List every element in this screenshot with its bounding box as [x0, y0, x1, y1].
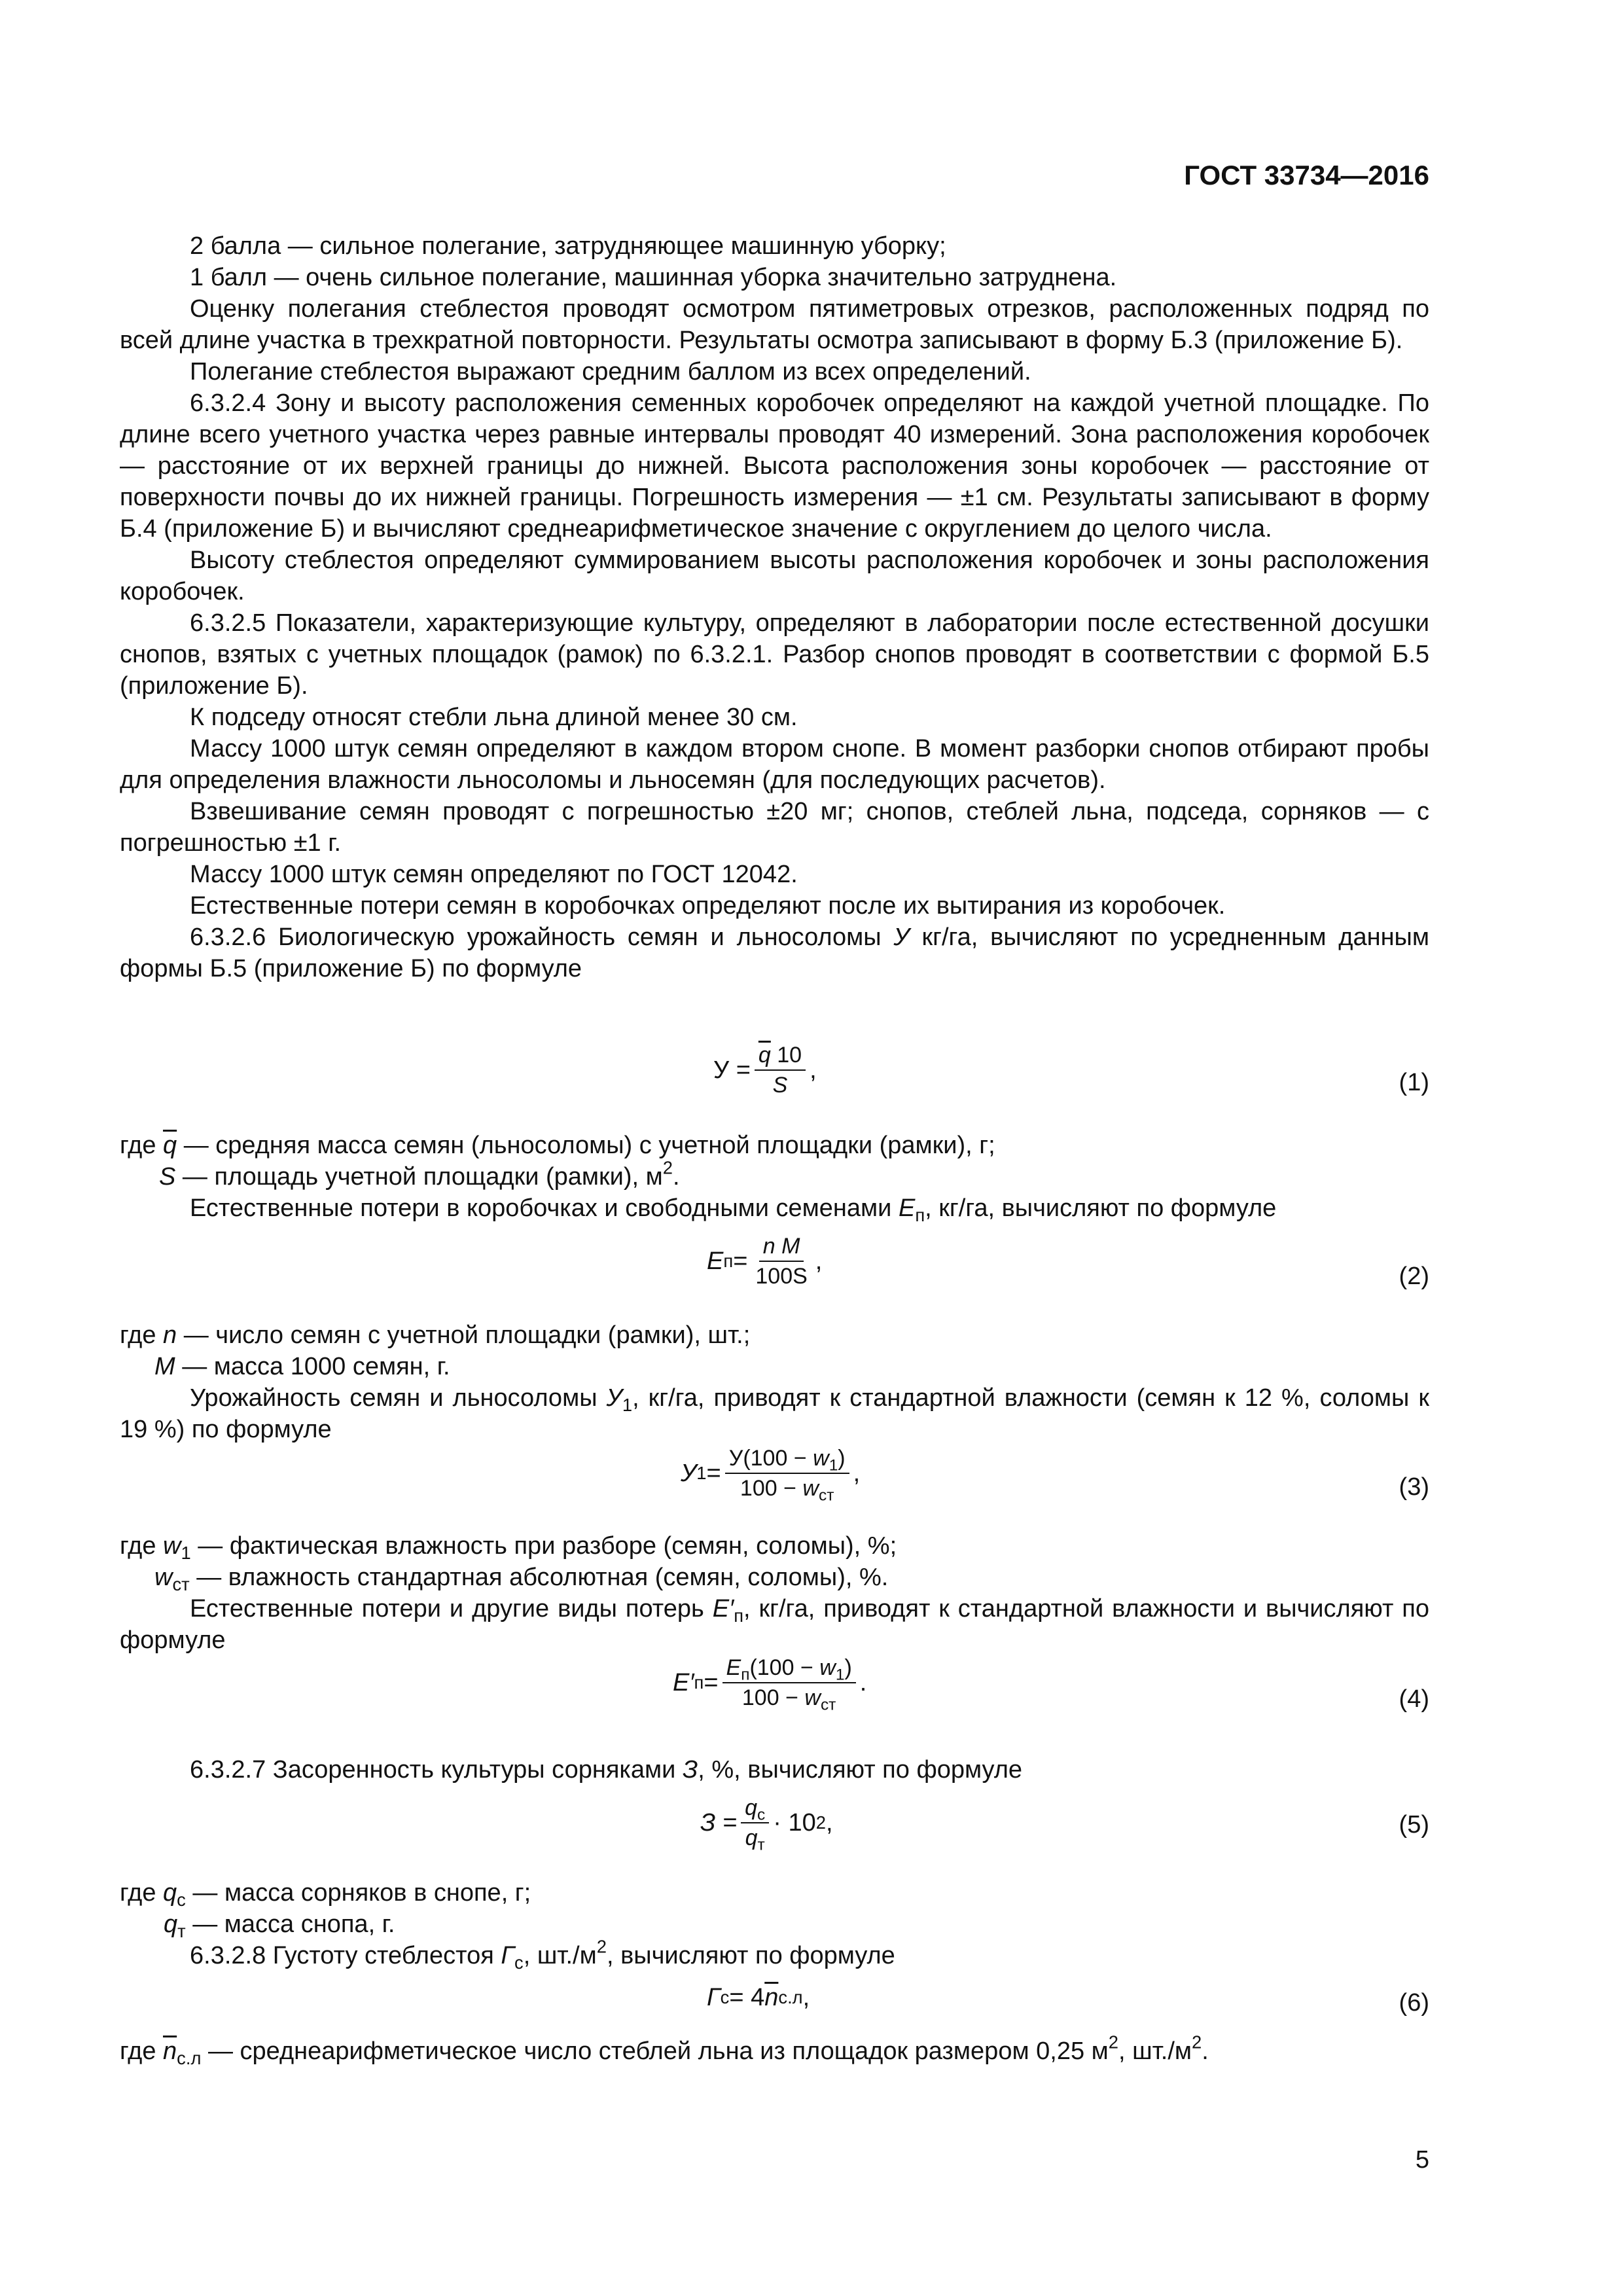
text-block-6 [120, 1936, 1429, 1973]
where-line: S — площадь учетной площадки (рамки), $м^2$. [159, 1157, 680, 1191]
paragraph-6-3-2-6: 6.3.2.6 Биологическую урожайность семян и льносоломы У кг/га, вычисляют по усредненным данным формы Б.5 (приложение Б) по формуле [120, 924, 1429, 982]
where-line: где $\overline{n}_{с.л}$ — среднеарифметическое число стеблей льна из площадок размером 0,25 $м^2$, $шт./м^2$. [120, 2032, 1209, 2069]
paragraph: Естественные потери в коробочках и свободными семенами $E_п$, кг/га, вычисляют по формуле [190, 1194, 1277, 1226]
paragraph: Высоту стеблестоя определяют суммированием высоты расположения коробочек и зоны расположения коробочек. [120, 547, 1429, 605]
formula-2: E п = $\frac{\text{n M}}{100S}$ , [707, 1232, 822, 1291]
where-line: $w_{ст}$ — влажность стандартная абсолютная (семян, соломы), %. [154, 1564, 889, 1595]
paragraph: Взвешивание семян проводят с погрешностью ±20 мг; снопов, стеблей льна, подседа, сорняков — с погрешностью ±1 г. [120, 798, 1429, 857]
paragraph: Полегание стеблестоя выражают средним баллом из всех определений. [190, 358, 1031, 386]
paragraph: К подседу относят стебли льна длиной менее 30 см. [190, 704, 798, 731]
text-block-5 [120, 1754, 1429, 1785]
document-id-header: ГОСТ 33734—2016 [1184, 160, 1429, 190]
equation-number-3: (3) [1399, 1473, 1429, 1501]
paragraph: Массу 1000 штук семян определяют в каждом втором снопе. В момент разборки снопов отбирают пробы для определения влажности льносоломы и льносемян (для последующих расчетов). [120, 735, 1429, 794]
text-block-1 [120, 230, 1429, 984]
equation-number-2: (2) [1399, 1263, 1429, 1290]
paragraph: Массу 1000 штук семян определяют по ГОСТ 12042. [190, 861, 798, 888]
where-line: M — масса 1000 семян, г. [154, 1353, 450, 1380]
text-block-2 [120, 1193, 1429, 1224]
text-block-4 [120, 1593, 1429, 1656]
paragraph-6-3-2-8: 6.3.2.8 Густоту стеблестоя $Г_с$, $шт./м^2$, вычисляют по формуле [190, 1936, 895, 1973]
paragraph: Естественные потери и другие виды потерь $E'_п$, кг/га, приводят к стандартной влажности и вычисляют по формуле [120, 1595, 1429, 1654]
where-line: где $q_с$ — масса сорняков в снопе, г; [120, 1879, 531, 1910]
text-block-3 [120, 1382, 1429, 1445]
paragraph: 1 балл — очень сильное полегание, машинная уборка значительно затруднена. [190, 264, 1117, 291]
equation-number-1: (1) [1399, 1069, 1429, 1096]
where-line: где $w_1$ — фактическая влажность при разборе (семян, соломы), %; [120, 1532, 897, 1564]
paragraph: Оценку полегания стеблестоя проводят осмотром пятиметровых отрезков, расположенных подряд по всей длине участка в трехкратной повторности. Результаты осмотра записывают в форму Б.3 (приложение Б). [120, 295, 1429, 354]
formula-1: У = $\frac{\overline{q} 10}{S}$ , [713, 1041, 817, 1100]
equation-number-4: (4) [1399, 1685, 1429, 1713]
formula-3: У 1 = $У(100 - w_1)$ $100 - w_{ст}$ , [681, 1444, 860, 1503]
paragraph: Урожайность семян и льносоломы $У_1$, кг/га, приводят к стандартной влажности (семян к 12 %, соломы к 19 %) по формуле [120, 1384, 1429, 1443]
paragraph: 2 балла — сильное полегание, затрудняющее машинную уборку; [190, 232, 946, 260]
equation-number-5: (5) [1399, 1811, 1429, 1839]
formula-4: E′ п = $E_п(100 - w_1)$ $100 - w_{ст}$ . [673, 1653, 866, 1712]
formula-6: Г с = 4 $\overline{n}$ с.л , [707, 1984, 810, 2011]
page-number: 5 [1415, 2146, 1429, 2174]
paragraph-6-3-2-7: 6.3.2.7 Засоренность культуры сорняками З, %, вычисляют по формуле [190, 1756, 1023, 1784]
paragraph: Естественные потери семян в коробочках определяют после их вытирания из коробочек. [190, 892, 1226, 920]
where-line: $q_т$ — масса снопа, г. [164, 1910, 395, 1942]
equation-number-6: (6) [1399, 1989, 1429, 2017]
where-line: где $\overline{q}$ — средняя масса семян (льносоломы) с учетной площадки (рамки), г; [120, 1132, 995, 1159]
formula-5: З = $q_с$ $q_т$ · 10 2 , [700, 1793, 833, 1852]
paragraph-6-3-2-5: 6.3.2.5 Показатели, характеризующие культуру, определяют в лаборатории после естественной досушки снопов, взятых с учетных площадок (рамок) по 6.3.2.1. Разбор снопов проводят в соответствии с формой Б.5 (приложение Б). [120, 609, 1429, 700]
paragraph-6-3-2-4: 6.3.2.4 Зону и высоту расположения семенных коробочек определяют на каждой учетной площадке. По длине всего учетного участка через равные интервалы проводят 40 измерений. Зона расположения коробочек — расстояние от их верхней границы до нижней. Высота расположения зоны коробочек — расстояние от поверхности почвы до их нижней границы. Погрешность измерения — ±1 см. Результаты записывают в форму Б.4 (приложение Б) и вычисляют среднеарифметическое значение с округлением до целого числа. [120, 389, 1429, 543]
where-line: где n — число семян с учетной площадки (рамки), шт.; [120, 1321, 751, 1349]
